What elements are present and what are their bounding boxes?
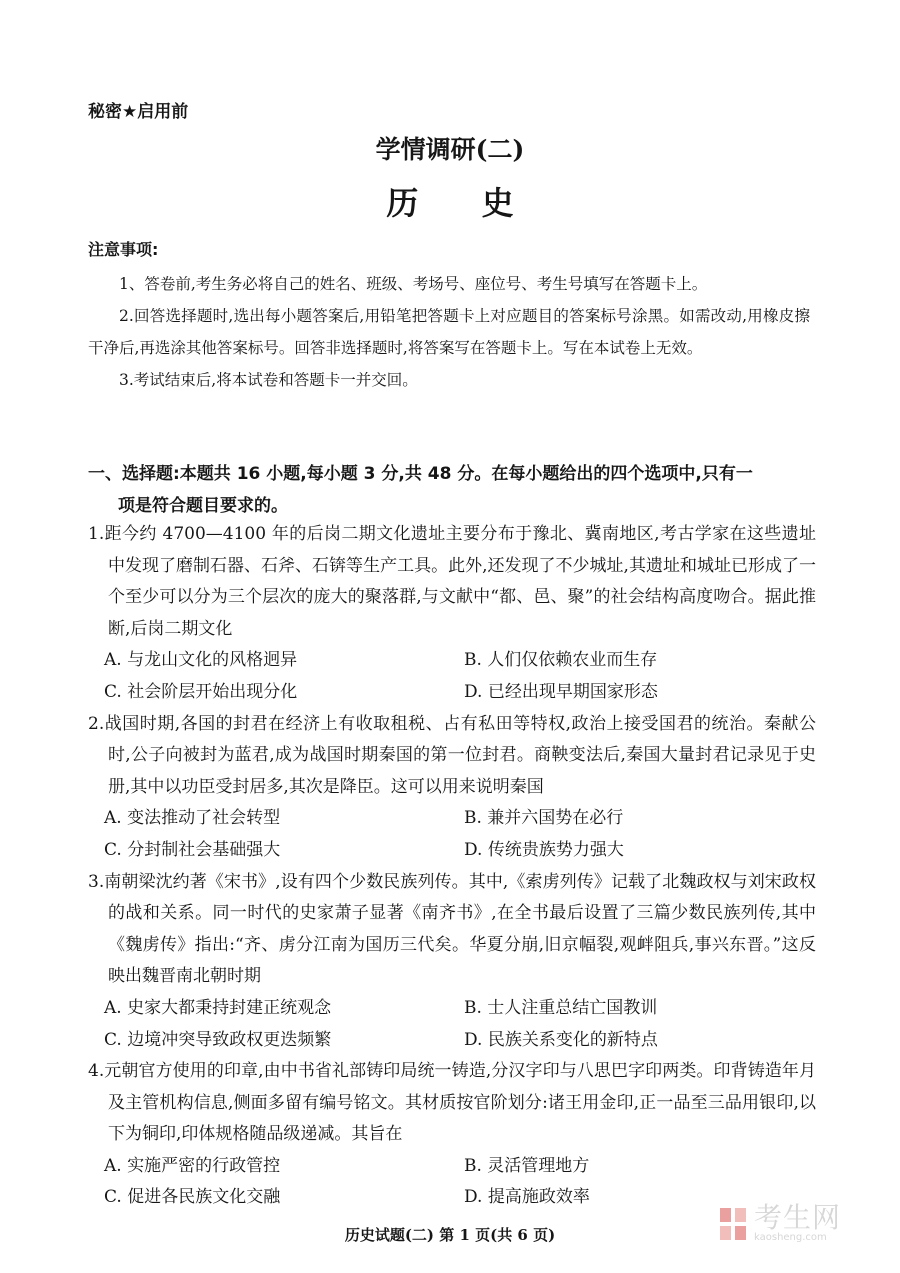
option-c: C. 促进各民族文化交融: [104, 1187, 281, 1208]
question-4: [88, 1056, 816, 1214]
option-a: A. 与龙山文化的风格迥异: [104, 650, 298, 671]
question-stem: 2.战国时期,各国的封君在经济上有收取租税、占有私田等特权,政治上接受国君的统治。秦献公时,公子向被封为蓝君,成为战国时期秦国的第一位封君。商鞅变法后,秦国大量封君记录见于史册,其中以功臣受封居多,其次是降臣。这可以用来说明秦国: [88, 713, 816, 797]
option-grid: [88, 803, 816, 866]
section-heading-line1: 一、选择题:本题共 16 小题,每小题 3 分,共 48 分。在每小题给出的四个选项中,只有一: [88, 464, 753, 484]
question-list: [88, 519, 816, 1214]
option-grid: [88, 1151, 816, 1214]
notice-list: [88, 268, 810, 396]
option-d: D. 民族关系变化的新特点: [464, 1029, 658, 1050]
confidential-label: 秘密★启用前: [88, 102, 189, 122]
option-d: D. 提高施政效率: [464, 1187, 590, 1208]
notice-heading: 注意事项:: [88, 240, 159, 259]
notice-item: 1、答卷前,考生务必将自己的姓名、班级、考场号、座位号、考生号填写在答题卡上。: [119, 275, 708, 293]
question-3: [88, 867, 816, 1057]
watermark: [718, 1201, 842, 1244]
exam-title: 学情调研(二): [375, 135, 525, 164]
section-heading-line2: 项是符合题目要求的。: [118, 496, 288, 516]
option-c: C. 边境冲突导致政权更迭频繁: [104, 1029, 332, 1050]
option-grid: [88, 993, 816, 1056]
option-grid: [88, 645, 816, 708]
question-2: [88, 709, 816, 867]
question-stem: 3.南朝梁沈约著《宋书》,设有四个少数民族列传。其中,《索虏列传》记载了北魏政权与刘宋政权的战和关系。同一时代的史家萧子显著《南齐书》,在全书最后设置了三篇少数民族列传,其中《魏虏传》指出:“齐、虏分江南为国历三代矣。华夏分崩,旧京幅裂,观衅阻兵,事兴东晋。”这反映出魏晋南北朝时期: [88, 871, 816, 987]
option-b: B. 士人注重总结亡国教训: [464, 997, 658, 1018]
question-1: [88, 519, 816, 709]
watermark-domain: kaosheng.com: [754, 1232, 827, 1243]
option-a: A. 变法推动了社会转型: [104, 808, 281, 829]
notice-item: 3.考试结束后,将本试卷和答题卡一并交回。: [119, 371, 418, 389]
option-b: B. 灵活管理地方: [464, 1155, 590, 1176]
option-c: C. 分封制社会基础强大: [104, 839, 281, 860]
option-b: B. 人们仅依赖农业而生存: [464, 650, 658, 671]
question-stem: 1.距今约 4700—4100 年的后岗二期文化遗址主要分布于豫北、冀南地区,考古学家在这些遗址中发现了磨制石器、石斧、石锛等生产工具。此外,还发现了不少城址,其遗址和城址已形成了一个至少可以分为三个层次的庞大的聚落群,与文献中“都、邑、聚”的社会结构高度吻合。据此推断,后岗二期文化: [88, 524, 816, 639]
watermark-name: 考生网: [754, 1201, 842, 1234]
section-heading: [88, 458, 818, 522]
option-a: A. 实施严密的行政管控: [104, 1155, 281, 1176]
option-c: C. 社会阶层开始出现分化: [104, 681, 298, 702]
page-footer: 历史试题(二) 第 1 页(共 6 页): [344, 1226, 556, 1244]
question-stem: 4.元朝官方使用的印章,由中书省礼部铸印局统一铸造,分汉字印与八思巴字印两类。印背铸造年月及主管机构信息,侧面多留有编号铭文。其材质按官阶划分:诸王用金印,正一品至三品用银印,以下为铜印,印体规格随品级递减。其旨在: [88, 1061, 816, 1145]
notice-item: 2.回答选择题时,选出每小题答案后,用铅笔把答题卡上对应题目的答案标号涂黑。如需改动,用橡皮擦干净后,再选涂其他答案标号。回答非选择题时,将答案写在答题卡上。写在本试卷上无效。: [88, 307, 810, 357]
subject-title: 历 史: [386, 184, 540, 222]
kaosheng-logo-icon: [718, 1206, 748, 1242]
option-d: D. 已经出现早期国家形态: [464, 681, 658, 702]
option-d: D. 传统贵族势力强大: [464, 839, 624, 860]
option-a: A. 史家大都秉持封建正统观念: [104, 997, 332, 1018]
option-b: B. 兼并六国势在必行: [464, 808, 624, 829]
